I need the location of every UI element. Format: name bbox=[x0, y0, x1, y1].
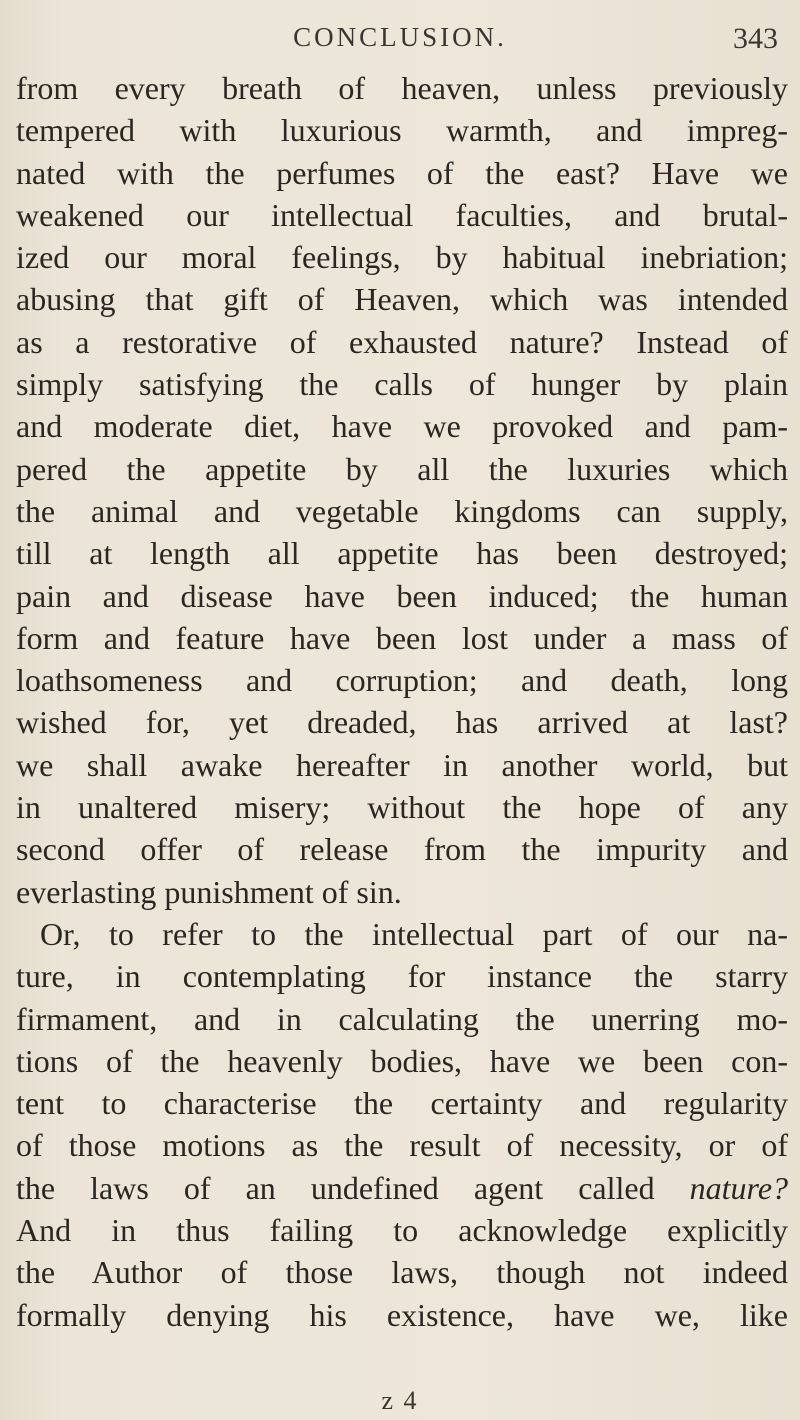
text-line: abusing that gift of Heaven, which was intended bbox=[16, 281, 788, 318]
text-line: nated with the perfumes of the east? Have we bbox=[16, 154, 788, 191]
text-line: pered the appetite by all the luxuries which bbox=[16, 450, 788, 487]
text-line: in unaltered misery; without the hope of any bbox=[16, 789, 788, 826]
text-line: till at length all appetite has been destroyed; bbox=[16, 535, 788, 572]
text-line: simply satisfying the calls of hunger by plain bbox=[16, 366, 788, 403]
text-line: the Author of those laws, though not indeed bbox=[16, 1254, 788, 1291]
text-line: form and feature have been lost under a mass of bbox=[16, 619, 788, 656]
text-line: we shall awake hereafter in another world, but bbox=[16, 746, 788, 783]
text-line: wished for, yet dreaded, has arrived at last? bbox=[16, 704, 788, 741]
text-line: everlasting punishment of sin. bbox=[16, 873, 402, 910]
body-text bbox=[16, 67, 788, 1336]
text-line: second offer of release from the impurity and bbox=[16, 831, 788, 868]
text-line: weakened our intellectual faculties, and brutal- bbox=[16, 196, 788, 233]
text-line: tent to characterise the certainty and regularity bbox=[16, 1085, 788, 1122]
paragraph-start-line: Or, to refer to the intellectual part of our na- bbox=[40, 915, 788, 952]
text-line: pain and disease have been induced; the human bbox=[16, 577, 788, 614]
text-line: from every breath of heaven, unless previously bbox=[16, 70, 788, 106]
text-segment: the laws of an undefined agent called bbox=[16, 1169, 655, 1206]
text-line: tions of the heavenly bodies, have we been con- bbox=[16, 1042, 788, 1079]
text-line-with-italic bbox=[16, 1167, 788, 1209]
text-line: firmament, and in calculating the unerring mo- bbox=[16, 1000, 788, 1037]
text-line: the animal and vegetable kingdoms can supply, bbox=[16, 492, 788, 529]
text-line: tempered with luxurious warmth, and impreg- bbox=[16, 112, 788, 149]
text-line: as a restorative of exhausted nature? Instead of bbox=[16, 323, 788, 360]
page-number: 343 bbox=[733, 22, 778, 55]
running-head: CONCLUSION. bbox=[293, 22, 507, 52]
text-line: loathsomeness and corruption; and death, long bbox=[16, 662, 788, 699]
text-line: of those motions as the result of necessity, or of bbox=[16, 1127, 788, 1164]
text-line: formally denying his existence, have we, like bbox=[16, 1296, 788, 1333]
text-line: ized our moral feelings, by habitual inebriation; bbox=[16, 239, 788, 276]
signature-mark: z 4 bbox=[381, 1386, 419, 1415]
text-line: ture, in contemplating for instance the starry bbox=[16, 958, 788, 995]
italic-word: nature? bbox=[689, 1169, 789, 1206]
page-header bbox=[0, 22, 800, 62]
text-line: and moderate diet, have we provoked and pam- bbox=[16, 408, 788, 445]
text-line: And in thus failing to acknowledge explicitly bbox=[16, 1212, 788, 1249]
